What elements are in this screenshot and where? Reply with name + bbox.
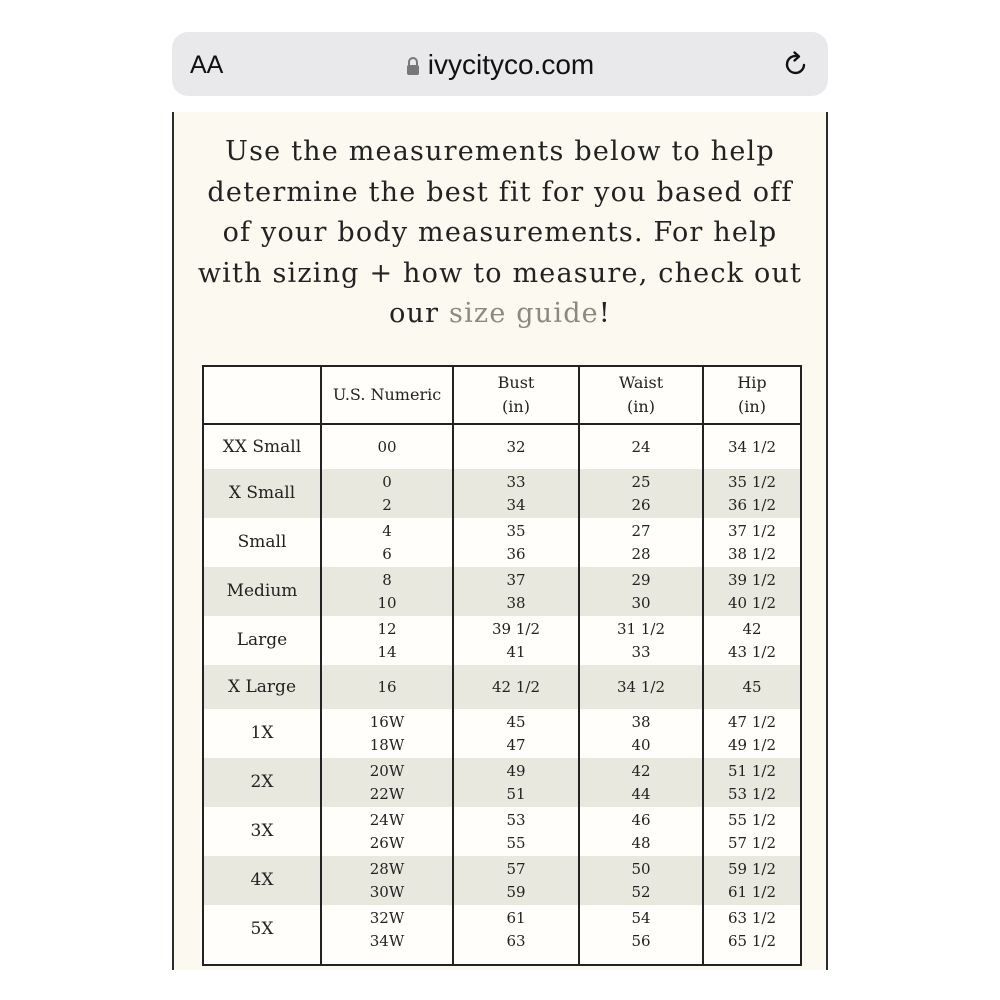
waist-value-value: 40: [631, 735, 651, 754]
size-label-value: 5X: [250, 919, 274, 939]
hip-value-value: 51 1/2: [728, 761, 776, 780]
bust-value: [454, 616, 578, 665]
reload-icon[interactable]: [782, 50, 810, 83]
numeric-size-value: 24W: [369, 810, 405, 829]
waist-value-value: 42: [631, 761, 651, 780]
hip-value-value: 42: [742, 619, 762, 638]
hip-value: [704, 425, 800, 469]
bust-value: [454, 425, 578, 469]
hip-value-value: 49 1/2: [728, 735, 776, 754]
size-label-value: Small: [237, 532, 287, 552]
waist-value: [580, 856, 702, 905]
waist-value-value: 56: [631, 931, 651, 950]
bust-value-value: 45: [506, 712, 526, 731]
numeric-size-value: 20W: [369, 761, 405, 780]
bust-value-value: 38: [506, 593, 526, 612]
hip-value-value: 59 1/2: [728, 859, 776, 878]
size-label-value: Medium: [226, 581, 298, 601]
size-label: [204, 616, 320, 665]
table-row: [204, 518, 800, 567]
table-row: [204, 425, 800, 469]
waist-value-value: 25: [631, 472, 651, 491]
bust-value: [454, 665, 578, 709]
waist-value: [580, 758, 702, 807]
header-cell-value: Bust: [497, 373, 535, 392]
column-divider: [702, 367, 704, 964]
bust-value: [454, 807, 578, 856]
header-cell-value: Hip: [737, 373, 767, 392]
waist-value-value: 31 1/2: [617, 619, 665, 638]
header-cell-value: (in): [738, 397, 766, 416]
bust-value: [454, 709, 578, 758]
bust-value-value: 32: [506, 437, 526, 456]
numeric-size-value: 4: [382, 521, 392, 540]
waist-value: [580, 616, 702, 665]
waist-value-value: 52: [631, 882, 651, 901]
bust-value-value: 61: [506, 908, 526, 927]
size-label: [204, 807, 320, 856]
header-cell: [204, 367, 320, 423]
waist-value-value: 27: [631, 521, 651, 540]
hip-value-value: 45: [742, 677, 762, 696]
waist-value-value: 46: [631, 810, 651, 829]
numeric-size: [322, 616, 452, 665]
hip-value: [704, 905, 800, 954]
waist-value: [580, 567, 702, 616]
intro-paragraph: [194, 132, 806, 335]
header-cell: [454, 367, 578, 423]
numeric-size-value: 8: [382, 570, 392, 589]
hip-value-value: 63 1/2: [728, 908, 776, 927]
size-label-value: Large: [236, 630, 288, 650]
size-label: [204, 758, 320, 807]
numeric-size-value: 32W: [369, 908, 405, 927]
waist-value-value: 48: [631, 833, 651, 852]
size-label: [204, 425, 320, 469]
table-row: [204, 807, 800, 856]
waist-value-value: 50: [631, 859, 651, 878]
table-header-row: [204, 367, 800, 425]
hip-value-value: 65 1/2: [728, 931, 776, 950]
numeric-size-value: 18W: [369, 735, 405, 754]
table-row: [204, 567, 800, 616]
numeric-size-value: 2: [382, 495, 392, 514]
numeric-size: [322, 518, 452, 567]
numeric-size: [322, 905, 452, 954]
bust-value-value: 39 1/2: [492, 619, 540, 638]
bust-value: [454, 567, 578, 616]
waist-value-value: 54: [631, 908, 651, 927]
bust-value-value: 36: [506, 544, 526, 563]
hip-value: [704, 758, 800, 807]
numeric-size-value: 34W: [369, 931, 405, 950]
table-row: [204, 856, 800, 905]
table-row: [204, 709, 800, 758]
waist-value: [580, 665, 702, 709]
size-guide-link[interactable]: size guide: [449, 298, 599, 329]
size-label: [204, 518, 320, 567]
table-row: [204, 905, 800, 954]
hip-value-value: 36 1/2: [728, 495, 776, 514]
size-label: [204, 665, 320, 709]
hip-value-value: 37 1/2: [728, 521, 776, 540]
bust-value: [454, 856, 578, 905]
numeric-size-value: 12: [377, 619, 397, 638]
table-row: [204, 758, 800, 807]
bust-value-value: 51: [506, 784, 526, 803]
numeric-size: [322, 425, 452, 469]
waist-value: [580, 425, 702, 469]
waist-value: [580, 905, 702, 954]
table-row: [204, 616, 800, 665]
numeric-size: [322, 665, 452, 709]
numeric-size: [322, 758, 452, 807]
column-divider: [452, 367, 454, 964]
hip-value: [704, 856, 800, 905]
bust-value-value: 53: [506, 810, 526, 829]
text-size-button[interactable]: AA: [190, 51, 224, 79]
hip-value-value: 43 1/2: [728, 642, 776, 661]
numeric-size-value: 00: [377, 437, 397, 456]
hip-value: [704, 807, 800, 856]
header-cell: [580, 367, 702, 423]
bust-value: [454, 469, 578, 518]
waist-value-value: 29: [631, 570, 651, 589]
hip-value-value: 47 1/2: [728, 712, 776, 731]
address-bar[interactable]: [172, 32, 828, 96]
waist-value: [580, 709, 702, 758]
intro-suffix: !: [598, 298, 611, 329]
waist-value-value: 44: [631, 784, 651, 803]
size-label: [204, 709, 320, 758]
numeric-size-value: 0: [382, 472, 392, 491]
hip-value-value: 35 1/2: [728, 472, 776, 491]
bust-value: [454, 758, 578, 807]
size-label: [204, 567, 320, 616]
bust-value: [454, 905, 578, 954]
bust-value-value: 59: [506, 882, 526, 901]
bust-value-value: 37: [506, 570, 526, 589]
table-row: [204, 665, 800, 709]
table-row: [204, 469, 800, 518]
size-chart-table: [202, 365, 802, 966]
header-cell: [704, 367, 800, 423]
url-text: ivycityco.com: [427, 49, 595, 80]
bust-value-value: 63: [506, 931, 526, 950]
waist-value-value: 38: [631, 712, 651, 731]
hip-value-value: 34 1/2: [728, 437, 776, 456]
hip-value-value: 38 1/2: [728, 544, 776, 563]
hip-value: [704, 665, 800, 709]
size-label-value: 3X: [250, 821, 274, 841]
waist-value-value: 24: [631, 437, 651, 456]
hip-value-value: 55 1/2: [728, 810, 776, 829]
column-divider: [578, 367, 580, 964]
intro-text: Use the measurements below to help determine the best fit for you based off of your body measurements. For help with sizing + how to measure, check out our: [197, 136, 803, 329]
numeric-size: [322, 807, 452, 856]
waist-value-value: 30: [631, 593, 651, 612]
hip-value-value: 61 1/2: [728, 882, 776, 901]
lock-icon: [406, 51, 420, 83]
hip-value-value: 39 1/2: [728, 570, 776, 589]
size-label-value: XX Small: [222, 436, 302, 457]
hip-value: [704, 469, 800, 518]
header-cell: [322, 367, 452, 423]
numeric-size: [322, 567, 452, 616]
bust-value-value: 34: [506, 495, 526, 514]
bust-value-value: 55: [506, 833, 526, 852]
url-display[interactable]: [172, 49, 828, 83]
hip-value: [704, 567, 800, 616]
bust-value: [454, 518, 578, 567]
numeric-size-value: 28W: [369, 859, 405, 878]
waist-value: [580, 518, 702, 567]
numeric-size: [322, 709, 452, 758]
numeric-size: [322, 856, 452, 905]
numeric-size-value: 10: [377, 593, 397, 612]
size-label-value: X Large: [228, 676, 296, 697]
size-label-value: X Small: [228, 483, 296, 503]
hip-value: [704, 616, 800, 665]
bust-value-value: 33: [506, 472, 526, 491]
waist-value-value: 26: [631, 495, 651, 514]
numeric-size: [322, 469, 452, 518]
waist-value-value: 34 1/2: [617, 677, 665, 696]
size-label: [204, 856, 320, 905]
waist-value: [580, 469, 702, 518]
hip-value: [704, 518, 800, 567]
bust-value-value: 35: [506, 521, 526, 540]
header-cell-value: Waist: [618, 373, 664, 392]
bust-value-value: 47: [506, 735, 526, 754]
header-cell-value: (in): [502, 397, 530, 416]
numeric-size-value: 16W: [369, 712, 405, 731]
numeric-size-value: 6: [382, 544, 392, 563]
page-content: [172, 112, 828, 970]
numeric-size-value: 26W: [369, 833, 405, 852]
size-label: [204, 469, 320, 518]
bust-value-value: 49: [506, 761, 526, 780]
hip-value-value: 40 1/2: [728, 593, 776, 612]
waist-value-value: 28: [631, 544, 651, 563]
hip-value-value: 57 1/2: [728, 833, 776, 852]
numeric-size-value: 14: [377, 642, 397, 661]
bust-value-value: 57: [506, 859, 526, 878]
numeric-size-value: 22W: [369, 784, 405, 803]
waist-value: [580, 807, 702, 856]
hip-value: [704, 709, 800, 758]
numeric-size-value: 30W: [369, 882, 405, 901]
size-label-value: 4X: [250, 870, 274, 890]
bust-value-value: 42 1/2: [492, 677, 540, 696]
hip-value-value: 53 1/2: [728, 784, 776, 803]
size-label-value: 2X: [250, 772, 274, 792]
size-label-value: 1X: [250, 723, 274, 743]
bust-value-value: 41: [506, 642, 526, 661]
column-divider: [320, 367, 322, 964]
header-cell-value: (in): [627, 397, 655, 416]
waist-value-value: 33: [631, 642, 651, 661]
numeric-size-value: 16: [377, 677, 397, 696]
header-cell-value: U.S. Numeric: [332, 385, 442, 404]
size-label: [204, 905, 320, 954]
